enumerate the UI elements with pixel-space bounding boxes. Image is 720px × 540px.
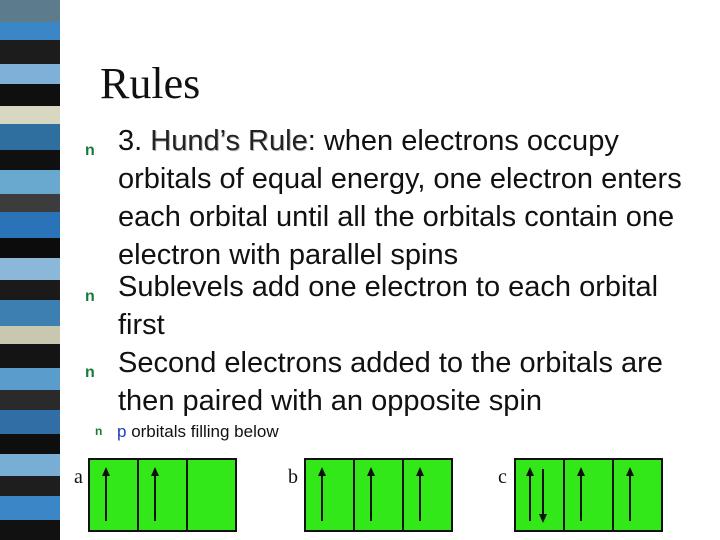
bullet-text: Sublevels add one electron to each orbital first bbox=[118, 271, 659, 341]
electron-up-arrow bbox=[317, 467, 327, 523]
bullet-text: Second electrons added to the orbitals are then paired with an opposite spin bbox=[118, 347, 663, 417]
diagram-label-c: c bbox=[498, 466, 507, 488]
orbital-box bbox=[614, 460, 661, 530]
electron-up-arrow bbox=[415, 467, 425, 523]
electron-down-arrow bbox=[538, 467, 548, 523]
orbital-diagram-a bbox=[88, 458, 237, 532]
bullet-p-orbitals bbox=[95, 422, 279, 442]
p-orbitals-caption: orbitals filling below bbox=[126, 422, 279, 441]
diagram-label-a: a bbox=[74, 466, 83, 488]
orbital-box bbox=[188, 460, 235, 530]
bullet-icon: n bbox=[95, 424, 103, 438]
diagram-label-b: b bbox=[288, 466, 298, 488]
bullet-icon: n bbox=[85, 142, 95, 159]
orbital-box bbox=[565, 460, 614, 530]
p-letter: p bbox=[117, 422, 127, 441]
electron-up-arrow bbox=[101, 467, 111, 523]
orbital-diagram-b bbox=[304, 458, 453, 532]
orbital-box bbox=[516, 460, 565, 530]
bullet-text bbox=[85, 122, 695, 274]
electron-up-arrow bbox=[625, 467, 635, 523]
rule-name: Hund’s Rule bbox=[150, 125, 308, 157]
bullet-sublevels bbox=[85, 268, 695, 344]
bullet-hunds-rule bbox=[85, 122, 695, 274]
orbital-box bbox=[306, 460, 355, 530]
orbital-box bbox=[139, 460, 188, 530]
bullet-icon: n bbox=[85, 364, 95, 381]
rule-description: : when electrons occupy orbitals of equal energy, one electron enters each orbital until all the orbitals contain one electron with parallel spins bbox=[118, 125, 682, 271]
decorative-stripe bbox=[0, 0, 60, 540]
electron-up-arrow bbox=[576, 467, 586, 523]
orbital-box bbox=[355, 460, 404, 530]
electron-up-arrow bbox=[525, 467, 535, 523]
electron-up-arrow bbox=[366, 467, 376, 523]
orbital-diagram-c bbox=[514, 458, 663, 532]
slide-title: Rules bbox=[100, 59, 201, 108]
electron-up-arrow bbox=[150, 467, 160, 523]
bullet-icon: n bbox=[85, 288, 95, 305]
bullet-text bbox=[95, 422, 279, 442]
bullet-second-electrons bbox=[85, 344, 695, 420]
rule-number: 3. bbox=[118, 125, 151, 157]
orbital-box bbox=[90, 460, 139, 530]
orbital-box bbox=[404, 460, 451, 530]
